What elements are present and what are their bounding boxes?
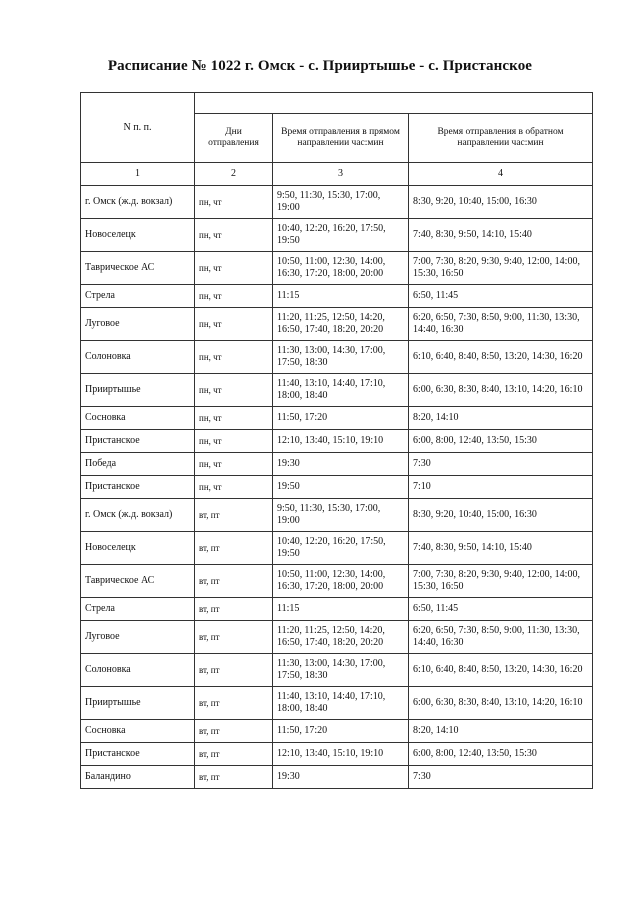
stop-cell: Победа [81,453,195,476]
table-row [81,252,593,285]
return-times-cell: 6:20, 6:50, 7:30, 8:50, 9:00, 11:30, 13:30, 14:40, 16:30 [409,621,593,654]
forward-times-cell: 11:30, 13:00, 14:30, 17:00, 17:50, 18:30 [273,341,409,374]
days-cell: вт, пт [195,654,273,687]
return-times-cell: 7:30 [409,766,593,789]
forward-times-cell: 9:50, 11:30, 15:30, 17:00, 19:00 [273,499,409,532]
return-times-cell: 6:50, 11:45 [409,598,593,621]
days-cell: пн, чт [195,407,273,430]
table-row [81,453,593,476]
forward-times-cell: 10:50, 11:00, 12:30, 14:00, 16:30, 17:20, 18:00, 20:00 [273,252,409,285]
forward-times-cell: 19:30 [273,453,409,476]
forward-times-cell: 11:50, 17:20 [273,720,409,743]
stop-cell: Баландино [81,766,195,789]
header-top-blank [195,93,593,114]
header-num3: 3 [273,163,409,186]
table-row [81,687,593,720]
stop-cell: Таврическое АС [81,565,195,598]
return-times-cell: 6:00, 6:30, 8:30, 8:40, 13:10, 14:20, 16:10 [409,687,593,720]
table-row [81,766,593,789]
days-cell: пн, чт [195,219,273,252]
return-times-cell: 6:10, 6:40, 8:40, 8:50, 13:20, 14:30, 16:20 [409,341,593,374]
table-row [81,219,593,252]
forward-times-cell: 11:50, 17:20 [273,407,409,430]
days-cell: вт, пт [195,565,273,598]
days-cell: пн, чт [195,374,273,407]
forward-times-cell: 11:15 [273,285,409,308]
table-row [81,565,593,598]
stop-cell: Новоселецк [81,532,195,565]
stop-cell: Таврическое АС [81,252,195,285]
return-times-cell: 8:20, 14:10 [409,720,593,743]
forward-times-cell: 11:20, 11:25, 12:50, 14:20, 16:50, 17:40, 18:20, 20:20 [273,621,409,654]
return-times-cell: 7:40, 8:30, 9:50, 14:10, 15:40 [409,532,593,565]
header-num1: 1 [81,163,195,186]
days-cell: пн, чт [195,308,273,341]
days-cell: пн, чт [195,341,273,374]
days-cell: пн, чт [195,252,273,285]
stop-cell: Прииртышье [81,687,195,720]
forward-times-cell: 11:20, 11:25, 12:50, 14:20, 16:50, 17:40, 18:20, 20:20 [273,308,409,341]
table-row [81,285,593,308]
stop-cell: Луговое [81,621,195,654]
return-times-cell: 7:10 [409,476,593,499]
forward-times-cell: 11:40, 13:10, 14:40, 17:10, 18:00, 18:40 [273,374,409,407]
return-times-cell: 6:20, 6:50, 7:30, 8:50, 9:00, 11:30, 13:30, 14:40, 16:30 [409,308,593,341]
return-times-cell: 6:00, 6:30, 8:30, 8:40, 13:10, 14:20, 16:10 [409,374,593,407]
header-col2: Дни отправления [195,114,273,163]
days-cell: пн, чт [195,453,273,476]
header-number-row [81,163,593,186]
table-row [81,654,593,687]
days-cell: пн, чт [195,285,273,308]
table-row [81,186,593,219]
table-row [81,407,593,430]
stop-cell: Стрела [81,598,195,621]
return-times-cell: 6:10, 6:40, 8:40, 8:50, 13:20, 14:30, 16:20 [409,654,593,687]
header-top-row [81,93,593,114]
forward-times-cell: 11:40, 13:10, 14:40, 17:10, 18:00, 18:40 [273,687,409,720]
stop-cell: г. Омск (ж.д. вокзал) [81,499,195,532]
table-row [81,499,593,532]
table-row [81,720,593,743]
forward-times-cell: 10:40, 12:20, 16:20, 17:50, 19:50 [273,219,409,252]
table-row [81,621,593,654]
table-row [81,532,593,565]
stop-cell: Сосновка [81,720,195,743]
table-row [81,308,593,341]
stop-cell: Солоновка [81,341,195,374]
return-times-cell: 8:30, 9:20, 10:40, 15:00, 16:30 [409,186,593,219]
forward-times-cell: 11:15 [273,598,409,621]
stop-cell: Пристанское [81,743,195,766]
stop-cell: Пристанское [81,430,195,453]
days-cell: вт, пт [195,687,273,720]
stop-cell: Солоновка [81,654,195,687]
header-col3: Время отправления в прямом направлении час:мин [273,114,409,163]
days-cell: вт, пт [195,743,273,766]
forward-times-cell: 19:30 [273,766,409,789]
days-cell: вт, пт [195,720,273,743]
days-cell: пн, чт [195,476,273,499]
days-cell: пн, чт [195,430,273,453]
forward-times-cell: 12:10, 13:40, 15:10, 19:10 [273,430,409,453]
return-times-cell: 7:00, 7:30, 8:20, 9:30, 9:40, 12:00, 14:00, 15:30, 16:50 [409,565,593,598]
table-row [81,743,593,766]
table-row [81,374,593,407]
days-cell: вт, пт [195,766,273,789]
page-title: Расписание № 1022 г. Омск - с. Прииртышье - с. Пристанское [107,58,533,74]
days-cell: вт, пт [195,532,273,565]
days-cell: вт, пт [195,499,273,532]
table-row [81,430,593,453]
forward-times-cell: 19:50 [273,476,409,499]
days-cell: пн, чт [195,186,273,219]
return-times-cell: 6:50, 11:45 [409,285,593,308]
header-col1: N п. п. [81,93,195,163]
stop-cell: Пристанское [81,476,195,499]
forward-times-cell: 12:10, 13:40, 15:10, 19:10 [273,743,409,766]
days-cell: вт, пт [195,621,273,654]
table-row [81,341,593,374]
stop-cell: Сосновка [81,407,195,430]
schedule-table [80,92,593,789]
forward-times-cell: 10:50, 11:00, 12:30, 14:00, 16:30, 17:20, 18:00, 20:00 [273,565,409,598]
return-times-cell: 6:00, 8:00, 12:40, 13:50, 15:30 [409,743,593,766]
header-col4: Время отправления в обратном направлении час:мин [409,114,593,163]
return-times-cell: 8:30, 9:20, 10:40, 15:00, 16:30 [409,499,593,532]
stop-cell: г. Омск (ж.д. вокзал) [81,186,195,219]
return-times-cell: 8:20, 14:10 [409,407,593,430]
forward-times-cell: 10:40, 12:20, 16:20, 17:50, 19:50 [273,532,409,565]
return-times-cell: 6:00, 8:00, 12:40, 13:50, 15:30 [409,430,593,453]
return-times-cell: 7:00, 7:30, 8:20, 9:30, 9:40, 12:00, 14:00, 15:30, 16:50 [409,252,593,285]
return-times-cell: 7:30 [409,453,593,476]
stop-cell: Луговое [81,308,195,341]
header-num4: 4 [409,163,593,186]
table-row [81,598,593,621]
days-cell: вт, пт [195,598,273,621]
stop-cell: Новоселецк [81,219,195,252]
table-row [81,476,593,499]
forward-times-cell: 9:50, 11:30, 15:30, 17:00, 19:00 [273,186,409,219]
forward-times-cell: 11:30, 13:00, 14:30, 17:00, 17:50, 18:30 [273,654,409,687]
stop-cell: Стрела [81,285,195,308]
header-num2: 2 [195,163,273,186]
stop-cell: Прииртышье [81,374,195,407]
return-times-cell: 7:40, 8:30, 9:50, 14:10, 15:40 [409,219,593,252]
